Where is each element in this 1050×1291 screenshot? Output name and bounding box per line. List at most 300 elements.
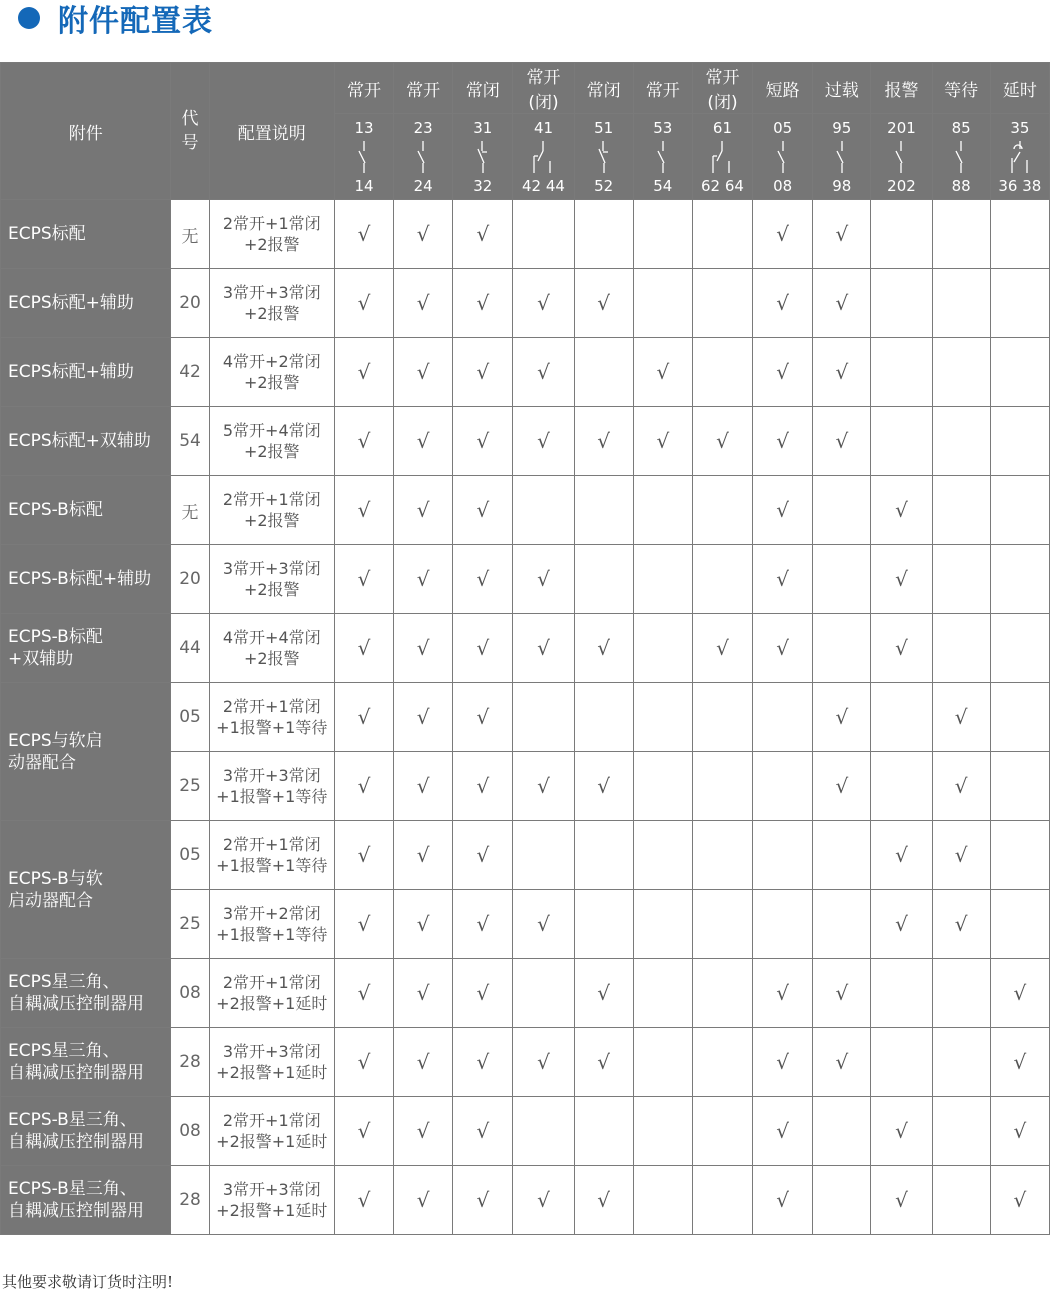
check-mark-icon: √ xyxy=(716,636,729,660)
check-cell xyxy=(813,614,871,683)
table-row xyxy=(1,683,1050,752)
check-cell xyxy=(932,200,990,269)
terminal-top-label: 35 xyxy=(1010,118,1030,137)
check-cell xyxy=(633,1097,692,1166)
column-terminal-4 xyxy=(513,114,574,200)
table-row xyxy=(1,200,1050,269)
description-cell xyxy=(209,821,334,890)
check-cell xyxy=(932,338,990,407)
code-cell: 无 xyxy=(171,200,209,269)
check-mark-icon: √ xyxy=(416,360,430,384)
column-type-9: 过载 xyxy=(813,63,871,114)
check-cell xyxy=(753,545,813,614)
accessory-name-line1: ECPS-B标配+辅助 xyxy=(8,569,152,589)
check-mark-icon: √ xyxy=(416,705,430,729)
check-cell xyxy=(813,1028,871,1097)
accessory-name-line2: +双辅助 xyxy=(8,649,74,669)
table-row xyxy=(1,1166,1050,1235)
accessory-name-line1: ECPS标配+辅助 xyxy=(8,293,134,313)
terminal-bottom-label: 42 44 xyxy=(522,176,565,195)
check-mark-icon: √ xyxy=(476,360,490,384)
check-cell xyxy=(633,269,692,338)
column-type-6: 常开 xyxy=(633,63,692,114)
column-terminal-8 xyxy=(753,114,813,200)
description-cell xyxy=(209,1166,334,1235)
check-cell xyxy=(453,200,513,269)
check-mark-icon: √ xyxy=(476,291,490,315)
check-cell xyxy=(633,890,692,959)
check-cell xyxy=(334,200,393,269)
check-cell xyxy=(453,752,513,821)
check-mark-icon: √ xyxy=(895,498,908,522)
accessory-name xyxy=(1,338,171,407)
check-cell xyxy=(990,752,1049,821)
check-cell xyxy=(990,1166,1049,1235)
check-cell xyxy=(871,269,932,338)
check-mark-icon: √ xyxy=(1013,981,1027,1005)
check-cell xyxy=(932,683,990,752)
check-cell xyxy=(753,269,813,338)
check-mark-icon: √ xyxy=(835,429,849,453)
description-line2: +2报警+1延时 xyxy=(216,994,328,1013)
accessory-name-line2: 自耦减压控制器用 xyxy=(8,994,144,1014)
check-cell xyxy=(871,890,932,959)
accessory-name-line1: ECPS与软启 xyxy=(8,730,103,751)
check-cell xyxy=(692,338,752,407)
check-cell xyxy=(453,683,513,752)
check-mark-icon: √ xyxy=(776,981,790,1005)
check-cell xyxy=(633,614,692,683)
check-mark-icon: √ xyxy=(954,843,968,867)
check-cell xyxy=(453,338,513,407)
column-terminal-9 xyxy=(813,114,871,200)
check-cell xyxy=(453,1028,513,1097)
check-cell xyxy=(574,1166,633,1235)
accessory-name xyxy=(1,683,171,821)
code-cell: 20 xyxy=(171,545,209,614)
check-cell xyxy=(692,752,752,821)
check-cell xyxy=(990,821,1049,890)
description-line1: 3常开+3常闭 xyxy=(222,1042,321,1061)
check-mark-icon: √ xyxy=(835,705,849,729)
check-cell xyxy=(932,476,990,545)
check-mark-icon: √ xyxy=(476,636,490,660)
check-cell xyxy=(692,1166,752,1235)
check-cell xyxy=(633,407,692,476)
accessory-name-line2: 启动器配合 xyxy=(8,890,93,911)
check-cell xyxy=(574,545,633,614)
check-mark-icon: √ xyxy=(416,636,430,660)
terminal-top-label: 51 xyxy=(594,118,614,137)
terminal-bottom-label: 54 xyxy=(653,176,673,195)
check-mark-icon: √ xyxy=(776,360,790,384)
accessory-name-line1: ECPS-B与软 xyxy=(8,868,103,889)
accessory-name xyxy=(1,614,171,683)
description-line1: 2常开+1常闭 xyxy=(222,490,321,509)
check-mark-icon: √ xyxy=(835,1050,849,1074)
accessory-name xyxy=(1,1166,171,1235)
check-cell xyxy=(334,821,393,890)
check-mark-icon: √ xyxy=(357,1188,371,1212)
check-cell xyxy=(453,269,513,338)
contact-symbol-no-icon xyxy=(763,140,803,174)
accessory-name-line2: 自耦减压控制器用 xyxy=(8,1201,144,1221)
check-cell xyxy=(871,683,932,752)
check-cell xyxy=(813,545,871,614)
check-mark-icon: √ xyxy=(954,774,968,798)
check-cell xyxy=(871,1166,932,1235)
check-mark-icon: √ xyxy=(476,774,490,798)
check-cell xyxy=(990,545,1049,614)
accessory-name-line1: ECPS-B标配 xyxy=(8,627,103,647)
contact-symbol-no-icon xyxy=(344,140,384,174)
check-cell xyxy=(753,683,813,752)
check-cell xyxy=(990,407,1049,476)
column-type-10: 报警 xyxy=(871,63,932,114)
check-cell xyxy=(932,614,990,683)
accessory-name-line1: ECPS-B星三角、 xyxy=(8,1179,137,1199)
description-line2: +2报警 xyxy=(243,304,300,323)
check-cell xyxy=(574,890,633,959)
check-mark-icon: √ xyxy=(597,1188,611,1212)
column-type-8: 短路 xyxy=(753,63,813,114)
check-cell xyxy=(692,407,752,476)
check-mark-icon: √ xyxy=(835,360,849,384)
check-cell xyxy=(692,959,752,1028)
description-cell xyxy=(209,1028,334,1097)
check-mark-icon: √ xyxy=(656,429,670,453)
check-cell xyxy=(394,1028,453,1097)
check-mark-icon: √ xyxy=(537,1188,550,1212)
check-cell xyxy=(574,407,633,476)
column-terminal-2 xyxy=(394,114,453,200)
table-row xyxy=(1,821,1050,890)
terminal-top-label: 23 xyxy=(413,118,433,137)
check-mark-icon: √ xyxy=(416,912,430,936)
check-mark-icon: √ xyxy=(357,636,371,660)
check-cell xyxy=(813,338,871,407)
check-cell xyxy=(394,614,453,683)
bullet-dot-icon xyxy=(18,7,40,29)
check-cell xyxy=(932,407,990,476)
check-cell xyxy=(990,338,1049,407)
check-cell xyxy=(513,407,574,476)
check-cell xyxy=(932,752,990,821)
check-cell xyxy=(813,821,871,890)
check-cell xyxy=(633,1166,692,1235)
contact-symbol-no-icon xyxy=(822,140,862,174)
description-line2: +1报警+1等待 xyxy=(216,787,328,806)
accessory-name xyxy=(1,959,171,1028)
check-mark-icon: √ xyxy=(416,1119,430,1143)
description-cell xyxy=(209,338,334,407)
check-mark-icon: √ xyxy=(776,291,790,315)
check-cell xyxy=(990,200,1049,269)
check-cell xyxy=(932,821,990,890)
check-mark-icon: √ xyxy=(895,1119,908,1143)
table-row xyxy=(1,269,1050,338)
description-line1: 2常开+1常闭 xyxy=(222,214,321,233)
check-mark-icon: √ xyxy=(954,705,968,729)
accessory-name xyxy=(1,200,171,269)
check-mark-icon: √ xyxy=(895,912,908,936)
check-cell xyxy=(932,959,990,1028)
column-type-12: 延时 xyxy=(990,63,1049,114)
check-mark-icon: √ xyxy=(357,774,371,798)
check-cell xyxy=(334,890,393,959)
description-line1: 2常开+1常闭 xyxy=(222,697,321,716)
contact-symbol-nc-icon xyxy=(584,140,624,174)
check-cell xyxy=(513,476,574,545)
description-cell xyxy=(209,683,334,752)
column-type-5: 常闭 xyxy=(574,63,633,114)
check-mark-icon: √ xyxy=(597,636,611,660)
check-cell xyxy=(932,1166,990,1235)
description-line1: 3常开+3常闭 xyxy=(222,283,321,302)
check-cell xyxy=(334,1097,393,1166)
check-mark-icon: √ xyxy=(537,567,550,591)
check-cell xyxy=(334,1028,393,1097)
table-row xyxy=(1,545,1050,614)
check-mark-icon: √ xyxy=(537,291,550,315)
check-cell xyxy=(394,407,453,476)
column-terminal-7 xyxy=(692,114,752,200)
check-mark-icon: √ xyxy=(416,1188,430,1212)
check-cell xyxy=(813,1166,871,1235)
check-mark-icon: √ xyxy=(537,636,550,660)
terminal-bottom-label: 98 xyxy=(832,176,852,195)
check-mark-icon: √ xyxy=(416,1050,430,1074)
description-line2: +2报警 xyxy=(243,511,300,530)
check-mark-icon: √ xyxy=(1013,1119,1027,1143)
code-cell: 25 xyxy=(171,752,209,821)
check-cell xyxy=(932,545,990,614)
check-cell xyxy=(394,1097,453,1166)
check-cell xyxy=(753,338,813,407)
check-cell xyxy=(513,821,574,890)
table-row xyxy=(1,1028,1050,1097)
column-terminal-6 xyxy=(633,114,692,200)
check-cell xyxy=(871,959,932,1028)
contact-symbol-co-icon xyxy=(702,140,742,174)
check-cell xyxy=(753,752,813,821)
check-cell xyxy=(513,614,574,683)
column-terminal-1 xyxy=(334,114,393,200)
check-cell xyxy=(753,614,813,683)
check-cell xyxy=(753,959,813,1028)
check-cell xyxy=(990,683,1049,752)
check-mark-icon: √ xyxy=(357,291,371,315)
check-cell xyxy=(990,890,1049,959)
terminal-bottom-label: 08 xyxy=(773,176,793,195)
code-cell: 无 xyxy=(171,476,209,545)
check-cell xyxy=(692,269,752,338)
description-line1: 3常开+3常闭 xyxy=(222,559,321,578)
accessory-name-line2: 自耦减压控制器用 xyxy=(8,1132,144,1152)
description-line1: 2常开+1常闭 xyxy=(222,835,321,854)
check-cell xyxy=(394,890,453,959)
check-cell xyxy=(513,1166,574,1235)
terminal-top-label: 05 xyxy=(773,118,793,137)
check-cell xyxy=(753,1097,813,1166)
check-cell xyxy=(574,959,633,1028)
check-cell xyxy=(334,959,393,1028)
code-cell: 05 xyxy=(171,821,209,890)
check-cell xyxy=(513,269,574,338)
header-code xyxy=(171,63,209,200)
column-type-1: 常开 xyxy=(334,63,393,114)
check-mark-icon: √ xyxy=(476,498,490,522)
check-mark-icon: √ xyxy=(357,567,371,591)
check-cell xyxy=(990,269,1049,338)
description-line2: +1报警+1等待 xyxy=(216,856,328,875)
check-cell xyxy=(871,200,932,269)
check-mark-icon: √ xyxy=(597,981,611,1005)
accessory-config-table xyxy=(0,62,1050,1235)
accessory-name-line1: ECPS星三角、 xyxy=(8,1041,120,1061)
check-cell xyxy=(813,1097,871,1166)
check-cell xyxy=(633,959,692,1028)
check-cell xyxy=(394,752,453,821)
check-cell xyxy=(334,338,393,407)
check-cell xyxy=(813,269,871,338)
check-mark-icon: √ xyxy=(537,912,550,936)
accessory-name xyxy=(1,269,171,338)
check-cell xyxy=(932,890,990,959)
description-cell xyxy=(209,890,334,959)
contact-symbol-nc-icon xyxy=(463,140,503,174)
accessory-name xyxy=(1,407,171,476)
check-cell xyxy=(334,1166,393,1235)
check-cell xyxy=(753,200,813,269)
check-cell xyxy=(990,1097,1049,1166)
check-mark-icon: √ xyxy=(357,1119,371,1143)
code-cell: 54 xyxy=(171,407,209,476)
accessory-name-line1: ECPS-B星三角、 xyxy=(8,1110,137,1130)
column-terminal-10 xyxy=(871,114,932,200)
check-cell xyxy=(692,476,752,545)
check-cell xyxy=(513,545,574,614)
check-cell xyxy=(813,476,871,545)
terminal-bottom-label: 202 xyxy=(887,176,916,195)
check-mark-icon: √ xyxy=(954,912,968,936)
check-cell xyxy=(753,1028,813,1097)
table-row xyxy=(1,476,1050,545)
check-cell xyxy=(692,1097,752,1166)
check-mark-icon: √ xyxy=(656,360,670,384)
check-mark-icon: √ xyxy=(416,774,430,798)
table-row xyxy=(1,1097,1050,1166)
description-cell xyxy=(209,1097,334,1166)
check-cell xyxy=(513,752,574,821)
terminal-top-label: 201 xyxy=(887,118,916,137)
check-cell xyxy=(990,476,1049,545)
terminal-top-label: 13 xyxy=(354,118,374,137)
check-mark-icon: √ xyxy=(776,1119,790,1143)
check-cell xyxy=(513,890,574,959)
check-cell xyxy=(513,338,574,407)
check-mark-icon: √ xyxy=(895,636,908,660)
check-mark-icon: √ xyxy=(776,429,790,453)
check-cell xyxy=(871,476,932,545)
check-mark-icon: √ xyxy=(416,498,430,522)
check-mark-icon: √ xyxy=(895,567,908,591)
column-type-2: 常开 xyxy=(394,63,453,114)
footnote: 其他要求敬请订货时注明! xyxy=(2,1273,174,1291)
check-mark-icon: √ xyxy=(357,222,371,246)
check-cell xyxy=(394,269,453,338)
column-type-4: 常开(闭) xyxy=(513,63,574,114)
description-line2: +1报警+1等待 xyxy=(216,718,328,737)
check-cell xyxy=(453,821,513,890)
check-mark-icon: √ xyxy=(597,291,611,315)
description-line1: 2常开+1常闭 xyxy=(222,1111,321,1130)
check-cell xyxy=(813,407,871,476)
check-cell xyxy=(871,821,932,890)
check-mark-icon: √ xyxy=(476,1050,490,1074)
check-cell xyxy=(574,683,633,752)
check-mark-icon: √ xyxy=(476,1119,490,1143)
check-cell xyxy=(692,1028,752,1097)
check-mark-icon: √ xyxy=(537,1050,550,1074)
check-mark-icon: √ xyxy=(357,981,371,1005)
accessory-name xyxy=(1,1097,171,1166)
check-cell xyxy=(633,752,692,821)
check-cell xyxy=(753,821,813,890)
check-mark-icon: √ xyxy=(416,222,430,246)
check-cell xyxy=(990,614,1049,683)
check-cell xyxy=(394,200,453,269)
check-mark-icon: √ xyxy=(416,291,430,315)
terminal-top-label: 61 xyxy=(712,118,733,137)
check-mark-icon: √ xyxy=(357,1050,371,1074)
check-cell xyxy=(574,338,633,407)
column-type-7: 常开(闭) xyxy=(692,63,752,114)
column-terminal-3 xyxy=(453,114,513,200)
check-cell xyxy=(692,890,752,959)
check-cell xyxy=(813,959,871,1028)
terminal-bottom-label: 14 xyxy=(354,176,374,195)
contact-symbol-no-icon xyxy=(941,140,981,174)
terminal-top-label: 53 xyxy=(653,118,673,137)
accessory-name xyxy=(1,476,171,545)
check-mark-icon: √ xyxy=(476,567,490,591)
table-row xyxy=(1,407,1050,476)
check-cell xyxy=(513,959,574,1028)
check-cell xyxy=(753,890,813,959)
check-cell xyxy=(633,683,692,752)
check-mark-icon: √ xyxy=(597,429,611,453)
terminal-top-label: 85 xyxy=(951,118,971,137)
check-cell xyxy=(334,545,393,614)
terminal-bottom-label: 62 64 xyxy=(701,176,744,195)
column-terminal-12 xyxy=(990,114,1049,200)
check-mark-icon: √ xyxy=(776,1188,790,1212)
description-line2: +2报警 xyxy=(243,442,300,461)
check-cell xyxy=(513,200,574,269)
description-line1: 4常开+2常闭 xyxy=(222,352,321,371)
check-mark-icon: √ xyxy=(357,912,371,936)
table-row xyxy=(1,959,1050,1028)
check-cell xyxy=(453,890,513,959)
accessory-name-line2: 自耦减压控制器用 xyxy=(8,1063,144,1083)
check-cell xyxy=(633,545,692,614)
check-cell xyxy=(932,1028,990,1097)
terminal-top-label: 31 xyxy=(473,118,493,137)
check-cell xyxy=(692,545,752,614)
check-mark-icon: √ xyxy=(776,222,790,246)
description-line2: +2报警+1延时 xyxy=(216,1132,328,1151)
